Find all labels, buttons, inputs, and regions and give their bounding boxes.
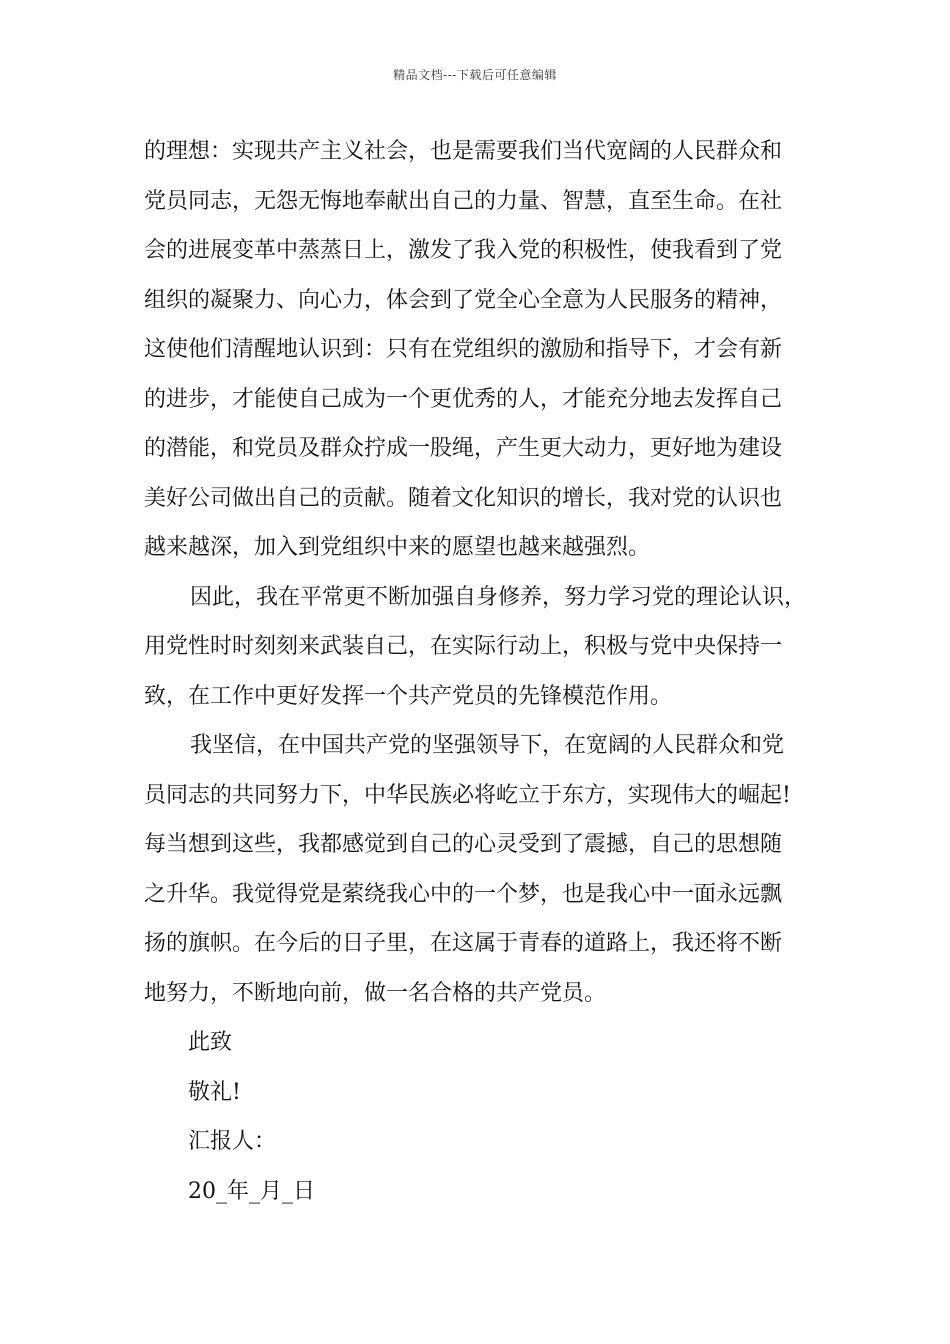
paragraph-1 — [144, 127, 808, 573]
text-line: 扬的旗帜。在今后的日子里，在这属于青春的道路上，我还将不断 — [144, 931, 783, 956]
salutation: 此致 — [188, 1030, 233, 1055]
paragraph-2 — [144, 573, 808, 722]
text-line: 致，在工作中更好发挥一个共产党员的先锋模范作用。 — [144, 683, 673, 709]
text-line: 的理想：实现共产主义社会，也是需要我们当代宽阔的人民群众和 — [144, 139, 783, 164]
text-line: 因此，我在平常更不断加强自身修养，努力学习党的理论认识， — [190, 584, 807, 610]
paragraph-3 — [144, 721, 808, 1018]
text-line: 的潜能，和党员及群众拧成一股绳，产生更大动力，更好地为建设 — [144, 436, 783, 461]
reporter-label: 汇报人： — [188, 1129, 277, 1154]
text-line: 每当想到这些，我都感觉到自己的心灵受到了震撼，自己的思想随 — [144, 832, 783, 857]
text-line: 组织的凝聚力、向心力，体会到了党全心全意为人民服务的精神， — [144, 287, 783, 313]
text-line: 的进步，才能使自己成为一个更优秀的人，才能充分地去发挥自己 — [144, 386, 783, 412]
text-line: 我坚信，在中国共产党的坚强领导下，在宽阔的人民群众和党 — [190, 733, 785, 758]
regards: 敬礼! — [188, 1079, 241, 1105]
text-line: 地努力，不断地向前，做一名合格的共产党员。 — [144, 980, 607, 1006]
text-line: 之升华。我觉得党是萦绕我心中的一个梦，也是我心中一面永远飘 — [144, 881, 783, 907]
text-line: 越来越深，加入到党组织中来的愿望也越来越强烈。 — [144, 535, 651, 560]
page-header: 精品文档---下载后可任意编辑 — [393, 68, 557, 82]
text-line: 党员同志，无怨无悔地奉献出自己的力量、智慧，直至生命。在社 — [144, 188, 783, 214]
text-line: 用党性时时刻刻来武装自己，在实际行动上，积极与党中央保持一 — [144, 634, 783, 659]
text-line: 这使他们清醒地认识到：只有在党组织的激励和指导下，才会有新 — [144, 337, 783, 362]
text-line: 会的进展变革中蒸蒸日上，激发了我入党的积极性，使我看到了党 — [144, 238, 783, 263]
closing-block — [144, 1018, 808, 1216]
text-line: 美好公司做出自己的贡献。随着文化知识的增长，我对党的认识也 — [144, 485, 783, 511]
document-body — [144, 127, 808, 1216]
text-line: 员同志的共同努力下，中华民族必将屹立于东方，实现伟大的崛起! — [144, 782, 791, 808]
report-date: 20_年_月_日 — [188, 1178, 315, 1204]
